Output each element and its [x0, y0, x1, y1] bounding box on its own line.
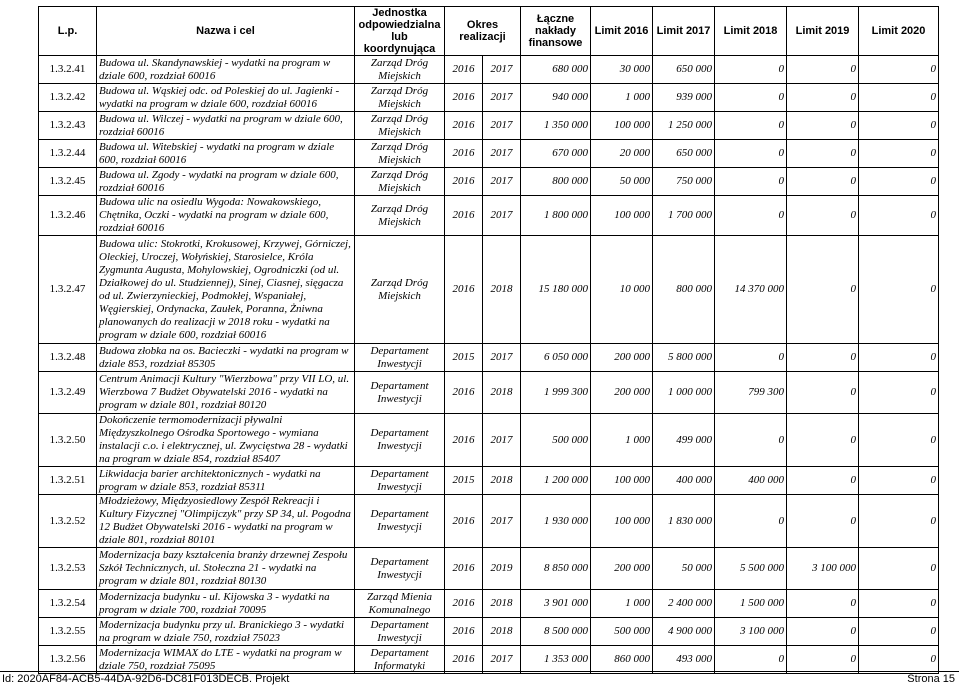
row-limit-2019: 0 — [787, 495, 859, 548]
row-lp: 1.3.2.45 — [39, 168, 97, 196]
row-limit-2020: 0 — [859, 372, 939, 414]
row-end-year: 2017 — [483, 84, 521, 112]
row-limit-2016: 1 000 — [591, 84, 653, 112]
row-limit-2017: 939 000 — [653, 84, 715, 112]
row-total: 1 930 000 — [521, 495, 591, 548]
row-unit: Departament Informatyki — [355, 646, 445, 674]
table-header-row — [39, 7, 939, 56]
row-limit-2019: 0 — [787, 618, 859, 646]
row-lp: 1.3.2.49 — [39, 372, 97, 414]
header-limit-2020: Limit 2020 — [859, 7, 939, 56]
row-start-year: 2016 — [445, 56, 483, 84]
row-limit-2020: 0 — [859, 646, 939, 674]
row-end-year: 2017 — [483, 646, 521, 674]
row-limit-2019: 0 — [787, 372, 859, 414]
row-start-year: 2016 — [445, 495, 483, 548]
row-limit-2018: 0 — [715, 344, 787, 372]
page-number: Strona 15 — [907, 673, 955, 685]
document-id: Id: 2020AF84-ACB5-44DA-92D6-DC81F013DECB. Projekt — [2, 673, 290, 685]
row-unit: Zarząd Dróg Miejskich — [355, 196, 445, 236]
row-limit-2020: 0 — [859, 84, 939, 112]
row-end-year: 2017 — [483, 140, 521, 168]
row-limit-2019: 0 — [787, 140, 859, 168]
row-name: Centrum Animacji Kultury "Wierzbowa" przy VII LO, ul. Wierzbowa 7 Budżet Obywatelski 2016 - wydatki na program w dziale 801, rozdział 80120 — [97, 372, 355, 414]
table-row — [39, 372, 939, 414]
row-limit-2016: 1 000 — [591, 590, 653, 618]
row-start-year: 2016 — [445, 196, 483, 236]
row-limit-2020: 0 — [859, 618, 939, 646]
row-lp: 1.3.2.52 — [39, 495, 97, 548]
row-limit-2018: 0 — [715, 56, 787, 84]
row-unit: Zarząd Dróg Miejskich — [355, 112, 445, 140]
row-limit-2019: 0 — [787, 590, 859, 618]
row-name: Modernizacja budynku przy ul. Branickiego 3 - wydatki na program w dziale 750, rozdział 75023 — [97, 618, 355, 646]
row-unit: Departament Inwestycji — [355, 495, 445, 548]
row-limit-2017: 650 000 — [653, 140, 715, 168]
header-limit-2017: Limit 2017 — [653, 7, 715, 56]
row-start-year: 2016 — [445, 112, 483, 140]
row-end-year: 2017 — [483, 168, 521, 196]
row-limit-2020: 0 — [859, 56, 939, 84]
row-limit-2017: 4 900 000 — [653, 618, 715, 646]
table-row — [39, 467, 939, 495]
row-limit-2020: 0 — [859, 548, 939, 590]
row-limit-2016: 100 000 — [591, 495, 653, 548]
row-limit-2016: 200 000 — [591, 548, 653, 590]
row-start-year: 2015 — [445, 344, 483, 372]
row-total: 6 050 000 — [521, 344, 591, 372]
row-limit-2017: 800 000 — [653, 236, 715, 344]
row-end-year: 2017 — [483, 344, 521, 372]
row-name: Budowa ulic: Stokrotki, Krokusowej, Krzywej, Górniczej, Oleckiej, Uroczej, Wołyńskiej, Starosielce, Króla Zygmunta Augusta, Mohylowskiej, Ogrodniczki (od ul. Działkowej do ul. Studziennej), Sinej, Ciasnej, sięgacza od ul. Zwierzynieckiej, Podmokłej, Wspaniałej, Węgierskiej, Ordynacka, Zaułek, Poranna, Żniwna planowanych do realizacji w 2018 roku - wydatki na program w dziale 600, rozdział 60016 — [97, 236, 355, 344]
row-limit-2016: 500 000 — [591, 618, 653, 646]
row-name: Likwidacja barier architektonicznych - wydatki na program w dziale 853, rozdział 85311 — [97, 467, 355, 495]
row-limit-2016: 100 000 — [591, 112, 653, 140]
row-limit-2017: 50 000 — [653, 548, 715, 590]
row-end-year: 2019 — [483, 548, 521, 590]
table-row — [39, 236, 939, 344]
row-limit-2020: 0 — [859, 414, 939, 467]
row-limit-2016: 50 000 — [591, 168, 653, 196]
header-lp: L.p. — [39, 7, 97, 56]
table-row — [39, 168, 939, 196]
row-unit: Departament Inwestycji — [355, 618, 445, 646]
row-lp: 1.3.2.46 — [39, 196, 97, 236]
row-total: 8 850 000 — [521, 548, 591, 590]
row-name: Młodzieżowy, Międzyosiedlowy Zespół Rekreacji i Kultury Fizycznej "Olimpijczyk" przy SP 34, ul. Pogodna 12 Budżet Obywatelski 2016 - wydatki na program w dziale 801, rozdział 80101 — [97, 495, 355, 548]
row-name: Budowa ul. Zgody - wydatki na program w dziale 600, rozdział 60016 — [97, 168, 355, 196]
row-limit-2020: 0 — [859, 236, 939, 344]
row-end-year: 2017 — [483, 414, 521, 467]
row-end-year: 2017 — [483, 196, 521, 236]
row-name: Dokończenie termomodernizacji pływalni Międzyszkolnego Ośrodka Sportowego - wymiana instalacji c.o. i elektrycznej, ul. Zwycięstwa 28 - wydatki na program w dziale 854, rozdział 85407 — [97, 414, 355, 467]
row-start-year: 2016 — [445, 618, 483, 646]
row-total: 670 000 — [521, 140, 591, 168]
row-limit-2020: 0 — [859, 590, 939, 618]
row-limit-2020: 0 — [859, 467, 939, 495]
row-limit-2017: 499 000 — [653, 414, 715, 467]
page-footer — [0, 671, 959, 686]
row-limit-2018: 400 000 — [715, 467, 787, 495]
row-unit: Departament Inwestycji — [355, 467, 445, 495]
row-limit-2017: 400 000 — [653, 467, 715, 495]
row-limit-2018: 5 500 000 — [715, 548, 787, 590]
row-limit-2020: 0 — [859, 168, 939, 196]
row-limit-2016: 100 000 — [591, 467, 653, 495]
row-limit-2019: 0 — [787, 646, 859, 674]
row-limit-2018: 14 370 000 — [715, 236, 787, 344]
row-limit-2018: 3 100 000 — [715, 618, 787, 646]
row-limit-2016: 200 000 — [591, 372, 653, 414]
row-limit-2019: 0 — [787, 414, 859, 467]
table-row — [39, 344, 939, 372]
row-end-year: 2017 — [483, 56, 521, 84]
row-total: 500 000 — [521, 414, 591, 467]
row-end-year: 2018 — [483, 372, 521, 414]
row-limit-2017: 1 830 000 — [653, 495, 715, 548]
row-lp: 1.3.2.44 — [39, 140, 97, 168]
row-name: Budowa złobka na os. Bacieczki - wydatki na program w dziale 853, rozdział 85305 — [97, 344, 355, 372]
row-total: 3 901 000 — [521, 590, 591, 618]
table-row — [39, 84, 939, 112]
row-name: Modernizacja budynku - ul. Kijowska 3 - wydatki na program w dziale 700, rozdział 70095 — [97, 590, 355, 618]
table-row — [39, 646, 939, 674]
row-end-year: 2018 — [483, 236, 521, 344]
row-end-year: 2017 — [483, 495, 521, 548]
budget-table — [38, 6, 939, 674]
row-limit-2018: 799 300 — [715, 372, 787, 414]
row-start-year: 2016 — [445, 236, 483, 344]
table-row — [39, 618, 939, 646]
row-limit-2019: 0 — [787, 467, 859, 495]
table-row — [39, 112, 939, 140]
row-limit-2019: 0 — [787, 168, 859, 196]
row-total: 1 200 000 — [521, 467, 591, 495]
row-total: 940 000 — [521, 84, 591, 112]
row-lp: 1.3.2.53 — [39, 548, 97, 590]
row-end-year: 2017 — [483, 112, 521, 140]
row-start-year: 2016 — [445, 372, 483, 414]
row-total: 800 000 — [521, 168, 591, 196]
header-limit-2018: Limit 2018 — [715, 7, 787, 56]
row-total: 1 353 000 — [521, 646, 591, 674]
row-unit: Departament Inwestycji — [355, 548, 445, 590]
row-unit: Departament Inwestycji — [355, 372, 445, 414]
row-limit-2020: 0 — [859, 344, 939, 372]
row-limit-2016: 20 000 — [591, 140, 653, 168]
row-lp: 1.3.2.43 — [39, 112, 97, 140]
row-name: Budowa ul. Wilczej - wydatki na program w dziale 600, rozdział 60016 — [97, 112, 355, 140]
header-period: Okres realizacji — [445, 7, 521, 56]
table-row — [39, 56, 939, 84]
row-limit-2017: 750 000 — [653, 168, 715, 196]
row-limit-2018: 0 — [715, 414, 787, 467]
row-limit-2018: 0 — [715, 495, 787, 548]
table-row — [39, 495, 939, 548]
row-total: 680 000 — [521, 56, 591, 84]
row-unit: Zarząd Dróg Miejskich — [355, 56, 445, 84]
row-total: 15 180 000 — [521, 236, 591, 344]
row-unit: Zarząd Dróg Miejskich — [355, 140, 445, 168]
row-limit-2016: 30 000 — [591, 56, 653, 84]
row-start-year: 2016 — [445, 646, 483, 674]
row-name: Modernizacja WIMAX do LTE - wydatki na program w dziale 750, rozdział 75095 — [97, 646, 355, 674]
row-limit-2019: 0 — [787, 196, 859, 236]
header-unit: Jednostka odpowiedzialna lub koordynująca — [355, 7, 445, 56]
row-lp: 1.3.2.55 — [39, 618, 97, 646]
row-name: Modernizacja bazy kształcenia branży drzewnej Zespołu Szkół Technicznych, ul. Stołeczna 21 - wydatki na program w dziale 801, rozdział 80130 — [97, 548, 355, 590]
row-limit-2017: 5 800 000 — [653, 344, 715, 372]
row-limit-2016: 100 000 — [591, 196, 653, 236]
row-lp: 1.3.2.41 — [39, 56, 97, 84]
row-lp: 1.3.2.50 — [39, 414, 97, 467]
header-limit-2016: Limit 2016 — [591, 7, 653, 56]
row-limit-2017: 650 000 — [653, 56, 715, 84]
row-limit-2018: 0 — [715, 140, 787, 168]
row-limit-2018: 0 — [715, 112, 787, 140]
table-row — [39, 548, 939, 590]
row-total: 1 800 000 — [521, 196, 591, 236]
row-limit-2016: 1 000 — [591, 414, 653, 467]
row-limit-2018: 1 500 000 — [715, 590, 787, 618]
table-row — [39, 196, 939, 236]
row-limit-2020: 0 — [859, 140, 939, 168]
row-total: 8 500 000 — [521, 618, 591, 646]
row-unit: Zarząd Dróg Miejskich — [355, 84, 445, 112]
row-name: Budowa ul. Wąskiej odc. od Poleskiej do ul. Jagienki - wydatki na program w dziale 600, rozdział 60016 — [97, 84, 355, 112]
row-limit-2017: 1 250 000 — [653, 112, 715, 140]
row-lp: 1.3.2.56 — [39, 646, 97, 674]
row-start-year: 2015 — [445, 467, 483, 495]
row-limit-2018: 0 — [715, 84, 787, 112]
row-end-year: 2018 — [483, 618, 521, 646]
row-start-year: 2016 — [445, 168, 483, 196]
row-limit-2019: 0 — [787, 112, 859, 140]
row-limit-2017: 2 400 000 — [653, 590, 715, 618]
row-limit-2018: 0 — [715, 646, 787, 674]
row-limit-2017: 1 000 000 — [653, 372, 715, 414]
row-end-year: 2018 — [483, 590, 521, 618]
row-name: Budowa ul. Skandynawskiej - wydatki na program w dziale 600, rozdział 60016 — [97, 56, 355, 84]
row-lp: 1.3.2.54 — [39, 590, 97, 618]
row-total: 1 999 300 — [521, 372, 591, 414]
row-name: Budowa ulic na osiedlu Wygoda: Nowakowskiego, Chętnika, Oczki - wydatki na program w dziale 600, rozdział 60016 — [97, 196, 355, 236]
row-lp: 1.3.2.47 — [39, 236, 97, 344]
row-limit-2020: 0 — [859, 495, 939, 548]
row-limit-2019: 0 — [787, 236, 859, 344]
row-limit-2016: 200 000 — [591, 344, 653, 372]
row-total: 1 350 000 — [521, 112, 591, 140]
row-limit-2016: 860 000 — [591, 646, 653, 674]
table-row — [39, 590, 939, 618]
row-end-year: 2018 — [483, 467, 521, 495]
row-limit-2019: 3 100 000 — [787, 548, 859, 590]
row-start-year: 2016 — [445, 84, 483, 112]
row-unit: Departament Inwestycji — [355, 414, 445, 467]
row-limit-2017: 1 700 000 — [653, 196, 715, 236]
row-unit: Zarząd Mienia Komunalnego — [355, 590, 445, 618]
row-limit-2017: 493 000 — [653, 646, 715, 674]
row-unit: Zarząd Dróg Miejskich — [355, 236, 445, 344]
header-total: Łączne nakłady finansowe — [521, 7, 591, 56]
row-limit-2018: 0 — [715, 196, 787, 236]
row-limit-2016: 10 000 — [591, 236, 653, 344]
row-lp: 1.3.2.51 — [39, 467, 97, 495]
row-lp: 1.3.2.42 — [39, 84, 97, 112]
table-row — [39, 140, 939, 168]
row-limit-2018: 0 — [715, 168, 787, 196]
row-unit: Departament Inwestycji — [355, 344, 445, 372]
table-row — [39, 414, 939, 467]
row-start-year: 2016 — [445, 590, 483, 618]
row-start-year: 2016 — [445, 140, 483, 168]
row-limit-2019: 0 — [787, 56, 859, 84]
row-unit: Zarząd Dróg Miejskich — [355, 168, 445, 196]
row-limit-2019: 0 — [787, 344, 859, 372]
row-limit-2020: 0 — [859, 196, 939, 236]
row-start-year: 2016 — [445, 414, 483, 467]
row-start-year: 2016 — [445, 548, 483, 590]
row-lp: 1.3.2.48 — [39, 344, 97, 372]
row-limit-2020: 0 — [859, 112, 939, 140]
header-name: Nazwa i cel — [97, 7, 355, 56]
row-name: Budowa ul. Witebskiej - wydatki na program w dziale 600, rozdział 60016 — [97, 140, 355, 168]
header-limit-2019: Limit 2019 — [787, 7, 859, 56]
row-limit-2019: 0 — [787, 84, 859, 112]
